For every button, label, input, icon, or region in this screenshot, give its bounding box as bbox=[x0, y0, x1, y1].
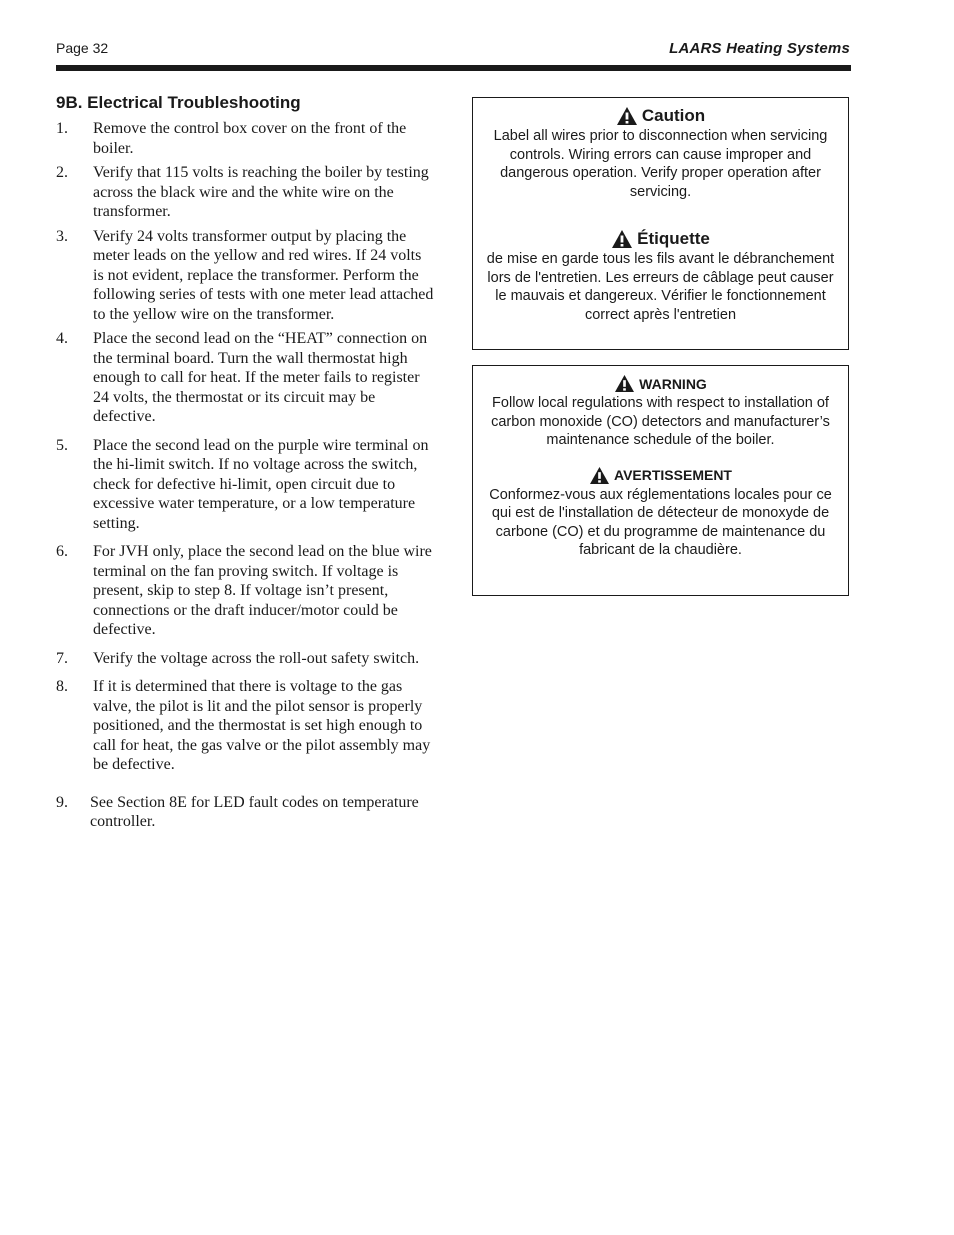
step-text: If it is determined that there is voltage to the gas valve, the pilot is lit and the pilot sensor is properly positioned, and the thermostat is set high enough to call for heat, the gas valve or the pilot assembly may be defective. bbox=[93, 678, 431, 773]
etiquette-heading bbox=[485, 229, 836, 249]
warning-triangle-icon bbox=[589, 466, 610, 485]
step-number: 1. bbox=[56, 120, 68, 137]
list-item bbox=[56, 649, 436, 669]
warning-title: WARNING bbox=[639, 375, 707, 392]
section-title: 9B. Electrical Troubleshooting bbox=[56, 93, 301, 112]
step-number: 4. bbox=[56, 330, 68, 347]
step-number: 8. bbox=[56, 678, 68, 695]
etiquette-text: de mise en garde tous les fils avant le débranchement lors de l'entretien. Les erreurs de câblage peut causer le mauvais et dangereux. Vérifier le fonctionnement correct après l'entretien bbox=[486, 251, 835, 323]
list-item bbox=[56, 436, 436, 534]
step-text: Verify the voltage across the roll-out safety switch. bbox=[93, 649, 420, 667]
step-text: Place the second lead on the “HEAT” connection on the terminal board. Turn the wall thermostat high enough to call for heat. If the meter fails to register 24 volts, the thermostat or its circuit may be defective. bbox=[93, 330, 428, 425]
warning-heading bbox=[485, 374, 836, 393]
brand-name: LAARS Heating Systems bbox=[669, 40, 850, 57]
step-text: Verify 24 volts transformer output by placing the meter leads on the yellow and red wires. If 24 volts is not evident, replace the transformer. Perform the following series of tests with one meter lead attached to the yellow wire on the transformer. bbox=[93, 227, 434, 323]
step-text: Verify that 115 volts is reaching the boiler by testing across the black wire and the white wire on the transformer. bbox=[93, 164, 429, 220]
list-item bbox=[56, 542, 436, 640]
page-number: Page 32 bbox=[56, 40, 109, 56]
caution-title: Caution bbox=[641, 106, 706, 125]
avertissement-title: AVERTISSEMENT bbox=[614, 467, 732, 483]
step-number: 3. bbox=[56, 227, 68, 245]
warning-triangle-icon bbox=[611, 229, 633, 249]
troubleshooting-section bbox=[56, 93, 436, 837]
step-number: 9. bbox=[56, 793, 68, 811]
warning-triangle-icon bbox=[614, 374, 635, 393]
list-item bbox=[56, 227, 436, 325]
warning-text: Follow local regulations with respect to installation of carbon monoxide (CO) detectors and manufacturer’s maintenance schedule of the boiler. bbox=[491, 395, 830, 448]
warning-triangle-icon bbox=[616, 106, 638, 126]
list-item bbox=[56, 793, 436, 832]
caution-box bbox=[472, 97, 849, 350]
step-text: Place the second lead on the purple wire terminal on the hi-limit switch. If no voltage across the switch, check for defective hi-limit, open circuit due to excessive water temperature, or a low temperature setting. bbox=[93, 436, 429, 532]
step-number: 2. bbox=[56, 164, 68, 181]
list-item bbox=[56, 329, 436, 427]
list-item bbox=[56, 677, 436, 775]
step-text: For JVH only, place the second lead on the blue wire terminal on the fan proving switch. If voltage is present, skip to step 8. If voltage isn’t present, connections or the draft inducer/motor could be defective. bbox=[93, 543, 432, 638]
avertissement-text: Conformez-vous aux réglementations locales pour ce qui est de l'installation de détecteur de monoxyde de carbone (CO) et du programme de maintenance du fabricant de la chaudière. bbox=[489, 486, 832, 558]
avertissement-heading bbox=[485, 466, 836, 485]
header-rule bbox=[56, 65, 851, 71]
step-text: Remove the control box cover on the front of the boiler. bbox=[93, 120, 407, 157]
step-number: 7. bbox=[56, 649, 68, 667]
etiquette-title: Étiquette bbox=[637, 229, 710, 248]
caution-heading bbox=[485, 106, 836, 126]
steps-list bbox=[56, 119, 436, 832]
list-item bbox=[56, 163, 436, 222]
step-number: 5. bbox=[56, 436, 68, 454]
step-text: See Section 8E for LED fault codes on temperature controller. bbox=[90, 793, 419, 830]
warning-box bbox=[472, 365, 849, 596]
step-number: 6. bbox=[56, 543, 68, 560]
list-item bbox=[56, 119, 436, 158]
caution-text: Label all wires prior to disconnection when servicing controls. Wiring errors can cause improper and dangerous operation. Verify proper operation after servicing. bbox=[493, 128, 828, 200]
